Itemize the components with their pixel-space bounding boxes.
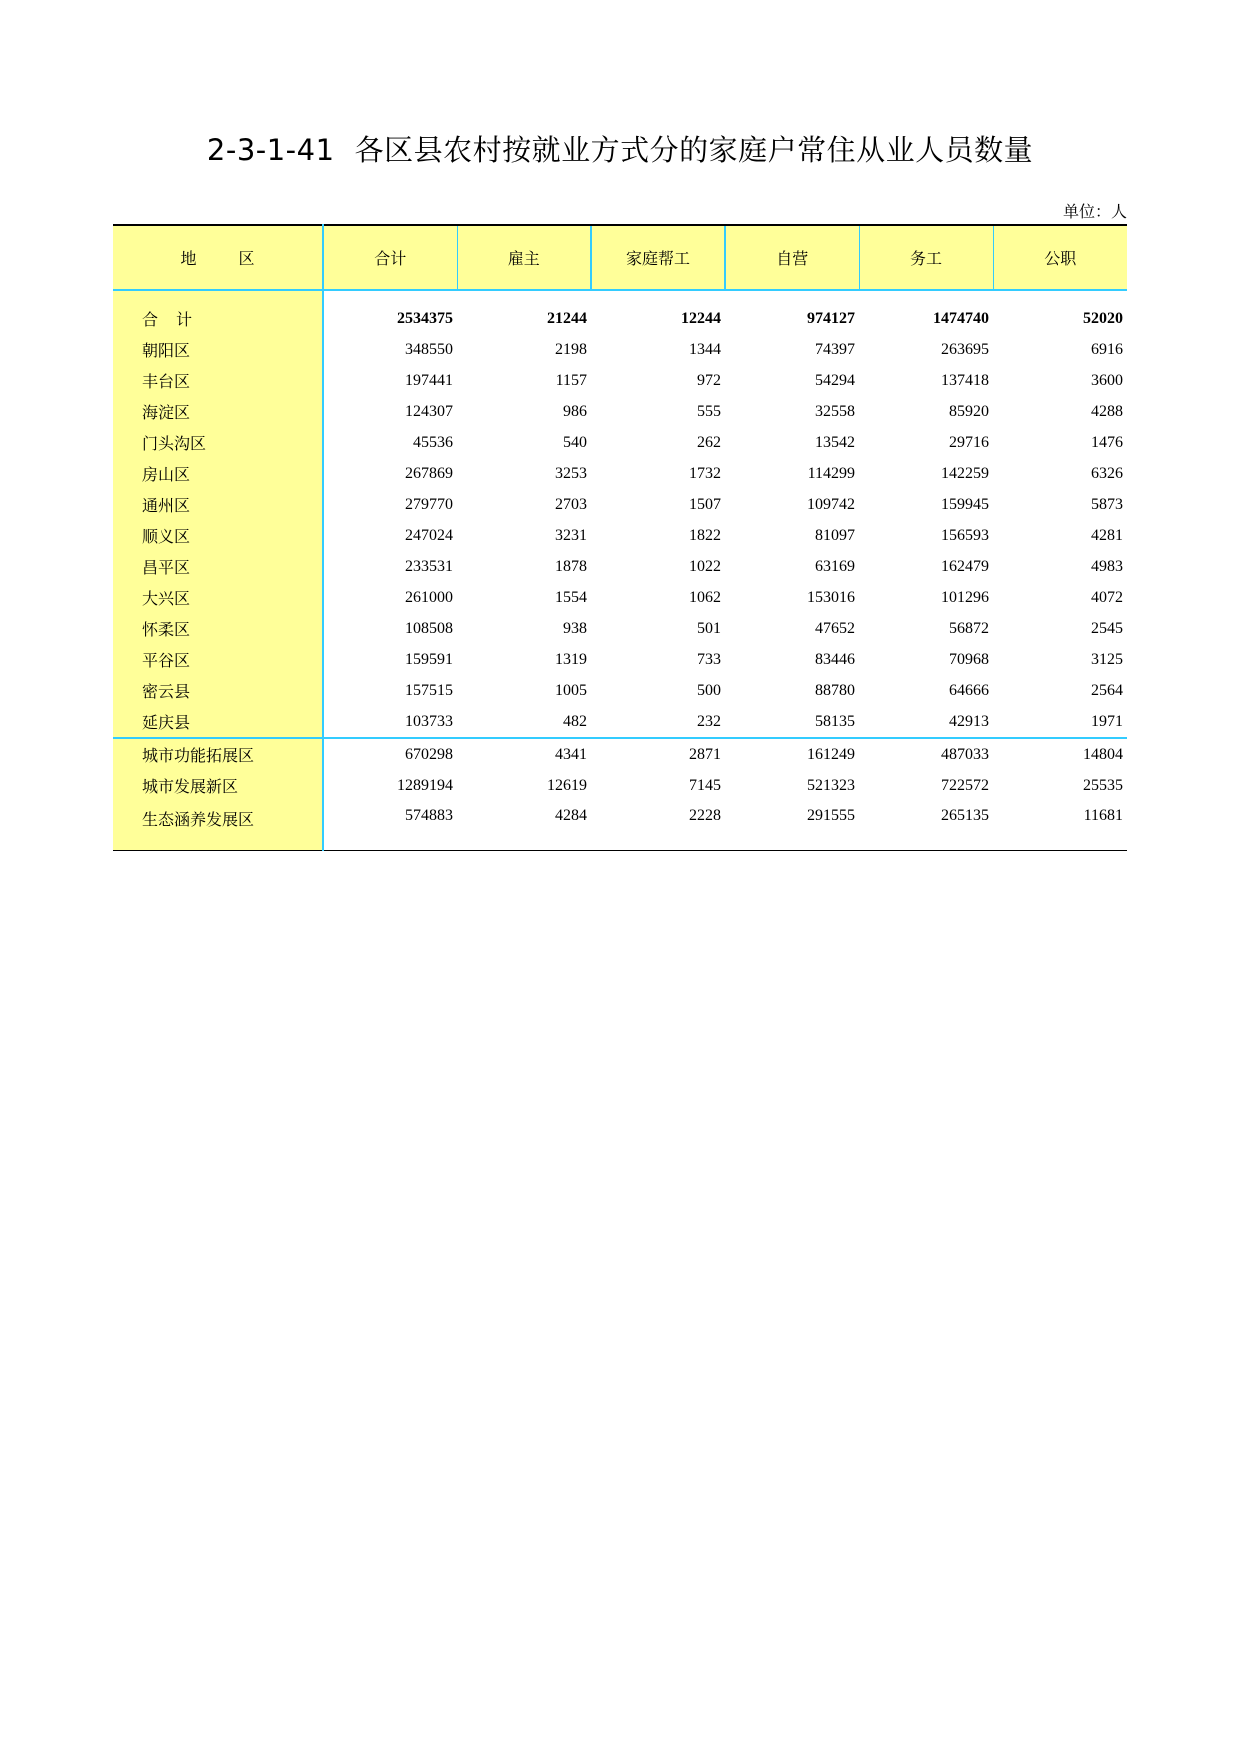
value-cell: 6916: [1091, 340, 1123, 358]
value-cell: 1157: [555, 371, 587, 389]
region-cell: 丰台区: [113, 365, 323, 396]
value-cell: 52020: [1083, 309, 1123, 327]
value-cell: 74397: [815, 340, 855, 358]
value-cell: 1732: [689, 464, 721, 482]
data-table: [113, 224, 1127, 851]
value-cell: 4288: [1091, 402, 1123, 420]
region-cell: 怀柔区: [113, 613, 323, 644]
table-title: 各区县农村按就业方式分的家庭户常住从业人员数量: [354, 133, 1034, 167]
header-family-helper: 家庭帮工: [591, 225, 725, 290]
value-cell: 2534375: [397, 309, 453, 327]
value-cell: 32558: [815, 402, 855, 420]
value-cell: 114299: [807, 464, 855, 482]
value-cell: 108508: [405, 619, 453, 637]
value-cell: 159591: [405, 650, 453, 668]
value-cell: 14804: [993, 738, 1127, 770]
value-cell: 42913: [949, 712, 989, 730]
value-cell: 21244: [547, 309, 587, 327]
value-cell: 153016: [807, 588, 855, 606]
value-cell: 555: [697, 402, 721, 420]
value-cell: 1507: [689, 495, 721, 513]
value-cell: 4341: [457, 738, 591, 770]
value-cell: 972: [697, 371, 721, 389]
header-total: 合计: [323, 225, 457, 290]
region-cell: 密云县: [113, 675, 323, 706]
value-cell: 3125: [1091, 650, 1123, 668]
value-cell: 64666: [949, 681, 989, 699]
value-cell: 142259: [941, 464, 989, 482]
value-cell: 161249: [725, 738, 859, 770]
value-cell: 137418: [941, 371, 989, 389]
value-cell: 232: [697, 712, 721, 730]
district-row: [113, 644, 1127, 675]
value-cell: 101296: [941, 588, 989, 606]
value-cell: 81097: [815, 526, 855, 544]
zone-row: [113, 770, 1127, 801]
value-cell: 233531: [405, 557, 453, 575]
header-row: [113, 225, 1127, 290]
value-cell: 1822: [689, 526, 721, 544]
value-cell: 1022: [689, 557, 721, 575]
value-cell: 540: [563, 433, 587, 451]
value-cell: 247024: [405, 526, 453, 544]
region-cell: 朝阳区: [113, 334, 323, 365]
value-cell: 2703: [555, 495, 587, 513]
value-cell: 3231: [555, 526, 587, 544]
value-cell: 3253: [555, 464, 587, 482]
value-cell: 1289194: [397, 776, 453, 794]
value-cell: 938: [563, 619, 587, 637]
region-cell: 延庆县: [113, 706, 323, 738]
district-row: [113, 458, 1127, 489]
value-cell: 156593: [941, 526, 989, 544]
total-row: [113, 290, 1127, 334]
value-cell: 4983: [1091, 557, 1123, 575]
value-cell: 2564: [1091, 681, 1123, 699]
value-cell: 974127: [807, 309, 855, 327]
value-cell: 83446: [815, 650, 855, 668]
header-region: 地 区: [113, 225, 323, 290]
district-row: [113, 520, 1127, 551]
value-cell: 13542: [815, 433, 855, 451]
zone-row: [113, 801, 1127, 851]
region-cell: 房山区: [113, 458, 323, 489]
value-cell: 85920: [949, 402, 989, 420]
value-cell: 521323: [807, 776, 855, 794]
value-cell: 1005: [555, 681, 587, 699]
value-cell: 29716: [949, 433, 989, 451]
district-row: [113, 706, 1127, 738]
value-cell: 263695: [941, 340, 989, 358]
value-cell: 12619: [547, 776, 587, 794]
value-cell: 574883: [323, 801, 457, 851]
region-cell: 城市发展新区: [113, 770, 323, 801]
value-cell: 261000: [405, 588, 453, 606]
value-cell: 56872: [949, 619, 989, 637]
value-cell: 103733: [405, 712, 453, 730]
value-cell: 3600: [1091, 371, 1123, 389]
district-row: [113, 551, 1127, 582]
district-row: [113, 489, 1127, 520]
value-cell: 1476: [1091, 433, 1123, 451]
value-cell: 1878: [555, 557, 587, 575]
table-code: 2-3-1-41: [206, 133, 335, 167]
region-cell: 门头沟区: [113, 427, 323, 458]
zone-row: [113, 738, 1127, 770]
unit-label: 单位：人: [1062, 204, 1127, 221]
value-cell: 47652: [815, 619, 855, 637]
value-cell: 1344: [689, 340, 721, 358]
value-cell: 501: [697, 619, 721, 637]
value-cell: 2545: [1091, 619, 1123, 637]
region-cell: 城市功能拓展区: [113, 738, 323, 770]
value-cell: 348550: [405, 340, 453, 358]
value-cell: 487033: [859, 738, 993, 770]
value-cell: 162479: [941, 557, 989, 575]
region-cell: 合 计: [113, 290, 323, 334]
value-cell: 7145: [689, 776, 721, 794]
district-row: [113, 396, 1127, 427]
value-cell: 722572: [941, 776, 989, 794]
region-cell: 顺义区: [113, 520, 323, 551]
value-cell: 279770: [405, 495, 453, 513]
region-cell: 生态涵养发展区: [113, 801, 323, 851]
value-cell: 500: [697, 681, 721, 699]
value-cell: 1319: [555, 650, 587, 668]
district-row: [113, 613, 1127, 644]
value-cell: 157515: [405, 681, 453, 699]
value-cell: 1474740: [933, 309, 989, 327]
value-cell: 88780: [815, 681, 855, 699]
value-cell: 2871: [591, 738, 725, 770]
value-cell: 265135: [859, 801, 993, 851]
value-cell: 1971: [1091, 712, 1123, 730]
region-cell: 昌平区: [113, 551, 323, 582]
page-title: [0, 128, 1240, 169]
value-cell: 4072: [1091, 588, 1123, 606]
region-cell: 通州区: [113, 489, 323, 520]
header-public-servant: 公职: [993, 225, 1127, 290]
district-row: [113, 582, 1127, 613]
value-cell: 986: [563, 402, 587, 420]
value-cell: 11681: [993, 801, 1127, 851]
value-cell: 124307: [405, 402, 453, 420]
value-cell: 54294: [815, 371, 855, 389]
region-cell: 大兴区: [113, 582, 323, 613]
region-cell: 海淀区: [113, 396, 323, 427]
value-cell: 6326: [1091, 464, 1123, 482]
value-cell: 159945: [941, 495, 989, 513]
district-row: [113, 675, 1127, 706]
value-cell: 262: [697, 433, 721, 451]
value-cell: 109742: [807, 495, 855, 513]
value-cell: 70968: [949, 650, 989, 668]
header-self-employed: 自营: [725, 225, 859, 290]
value-cell: 2228: [591, 801, 725, 851]
district-row: [113, 334, 1127, 365]
value-cell: 4281: [1091, 526, 1123, 544]
header-employer: 雇主: [457, 225, 591, 290]
value-cell: 5873: [1091, 495, 1123, 513]
value-cell: 197441: [405, 371, 453, 389]
value-cell: 45536: [413, 433, 453, 451]
value-cell: 4284: [457, 801, 591, 851]
header-wage-worker: 务工: [859, 225, 993, 290]
value-cell: 670298: [323, 738, 457, 770]
value-cell: 267869: [405, 464, 453, 482]
value-cell: 1062: [689, 588, 721, 606]
value-cell: 482: [563, 712, 587, 730]
value-cell: 12244: [681, 309, 721, 327]
district-row: [113, 427, 1127, 458]
value-cell: 733: [697, 650, 721, 668]
value-cell: 1554: [555, 588, 587, 606]
value-cell: 291555: [725, 801, 859, 851]
value-cell: 58135: [815, 712, 855, 730]
value-cell: 25535: [1083, 776, 1123, 794]
value-cell: 2198: [555, 340, 587, 358]
value-cell: 63169: [815, 557, 855, 575]
region-cell: 平谷区: [113, 644, 323, 675]
district-row: [113, 365, 1127, 396]
